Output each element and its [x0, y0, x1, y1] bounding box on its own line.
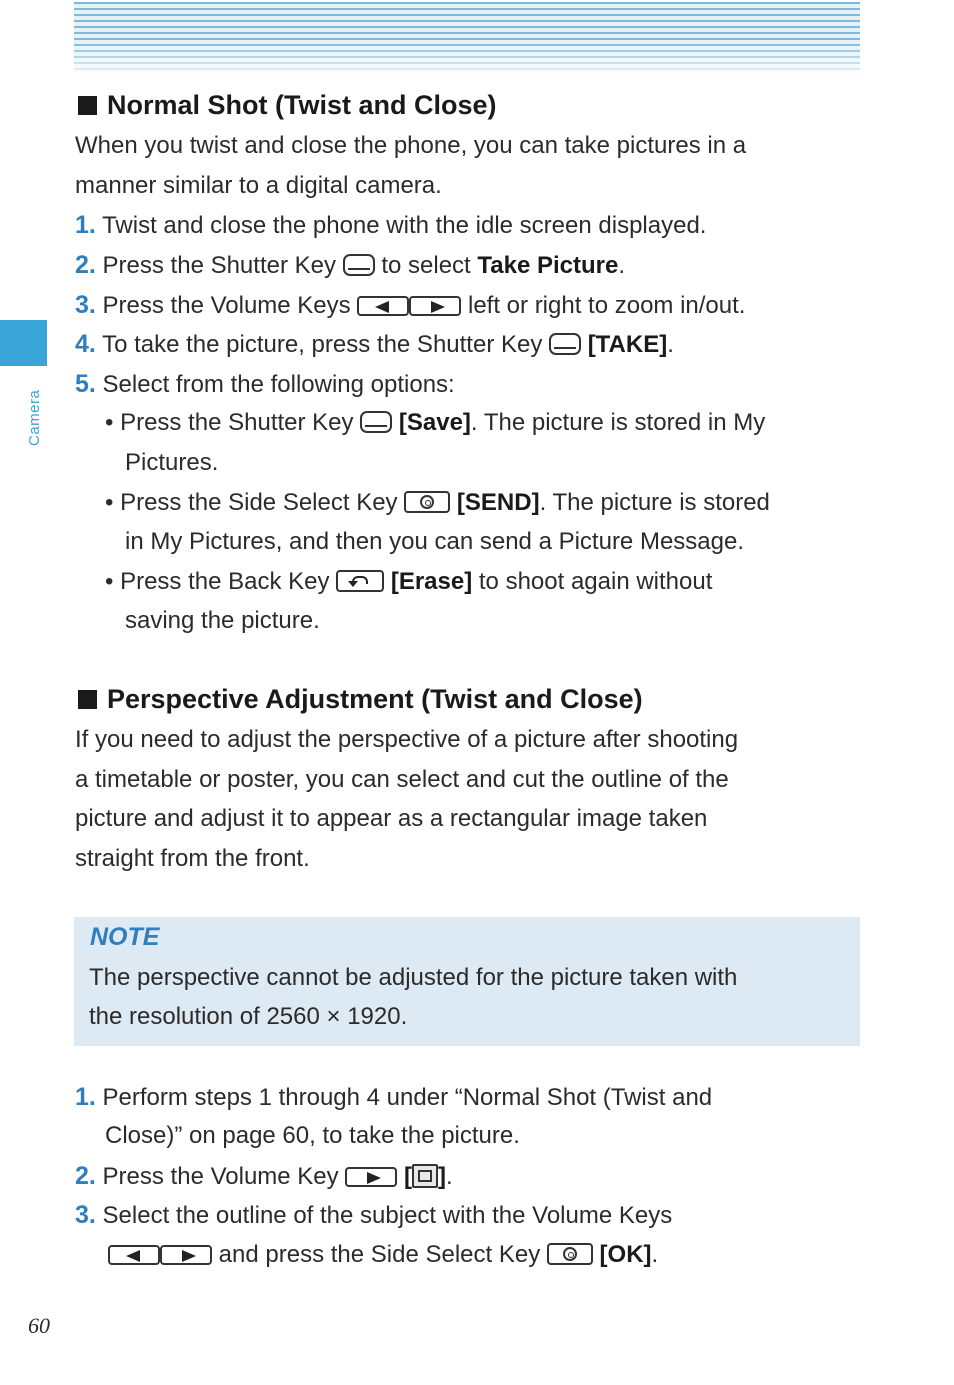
shutter-key-icon [343, 254, 375, 276]
section-heading: Normal Shot (Twist and Close) [78, 90, 497, 121]
step-1-line2: Close)” on page 60, to take the picture. [105, 1122, 520, 1149]
paragraph: straight from the front. [75, 845, 310, 872]
volume-right-key-icon [409, 296, 461, 316]
volume-left-key-icon [357, 296, 409, 316]
chapter-tab [0, 320, 47, 366]
option-send-line2: in My Pictures, and then you can send a Picture Message. [125, 528, 744, 555]
step-3: 3. Press the Volume Keys left or right to zoom in/out. [75, 291, 746, 319]
header-decoration [74, 2, 860, 74]
paragraph: When you twist and close the phone, you can take pictures in a [75, 132, 747, 159]
step-5: 5. Select from the following options: [75, 370, 455, 398]
perspective-icon [412, 1164, 438, 1188]
chapter-label: Camera [26, 389, 43, 446]
option-erase-line2: saving the picture. [125, 607, 320, 634]
note-text: the resolution of 2560 × 1920. [89, 1003, 408, 1030]
square-bullet-icon [78, 96, 97, 115]
step-1: 1. Twist and close the phone with the idle screen displayed. [75, 211, 707, 239]
step-3: 3. Select the outline of the subject with the Volume Keys [75, 1201, 673, 1229]
option-save-line2: Pictures. [125, 449, 219, 476]
section-heading: Perspective Adjustment (Twist and Close) [78, 684, 643, 715]
volume-right-key-icon [160, 1245, 212, 1265]
shutter-key-icon [360, 411, 392, 433]
side-select-key-icon [404, 491, 450, 513]
note-text: The perspective cannot be adjusted for the picture taken with [89, 964, 738, 991]
step-2: 2. Press the Shutter Key to select Take Picture. [75, 251, 626, 279]
side-select-key-icon [547, 1243, 593, 1265]
option-save: • Press the Shutter Key [Save]. The picture is stored in My [105, 409, 766, 436]
paragraph: manner similar to a digital camera. [75, 172, 442, 199]
step-1: 1. Perform steps 1 through 4 under “Normal Shot (Twist and [75, 1083, 713, 1111]
option-send: • Press the Side Select Key [SEND]. The picture is stored [105, 489, 770, 516]
volume-left-key-icon [108, 1245, 160, 1265]
back-key-icon [336, 570, 384, 592]
paragraph: a timetable or poster, you can select and cut the outline of the [75, 766, 729, 793]
paragraph: picture and adjust it to appear as a rectangular image taken [75, 805, 708, 832]
shutter-key-icon [549, 333, 581, 355]
step-4: 4. To take the picture, press the Shutter Key [TAKE]. [75, 330, 674, 358]
step-2: 2. Press the Volume Key [ ]. [75, 1162, 453, 1190]
volume-right-key-icon [345, 1167, 397, 1187]
step-3-line2: and press the Side Select Key [OK]. [108, 1241, 658, 1269]
option-erase: • Press the Back Key [Erase] to shoot again without [105, 568, 713, 595]
square-bullet-icon [78, 690, 97, 709]
note-title: NOTE [90, 923, 160, 951]
paragraph: If you need to adjust the perspective of a picture after shooting [75, 726, 739, 753]
page-number: 60 [28, 1313, 50, 1338]
